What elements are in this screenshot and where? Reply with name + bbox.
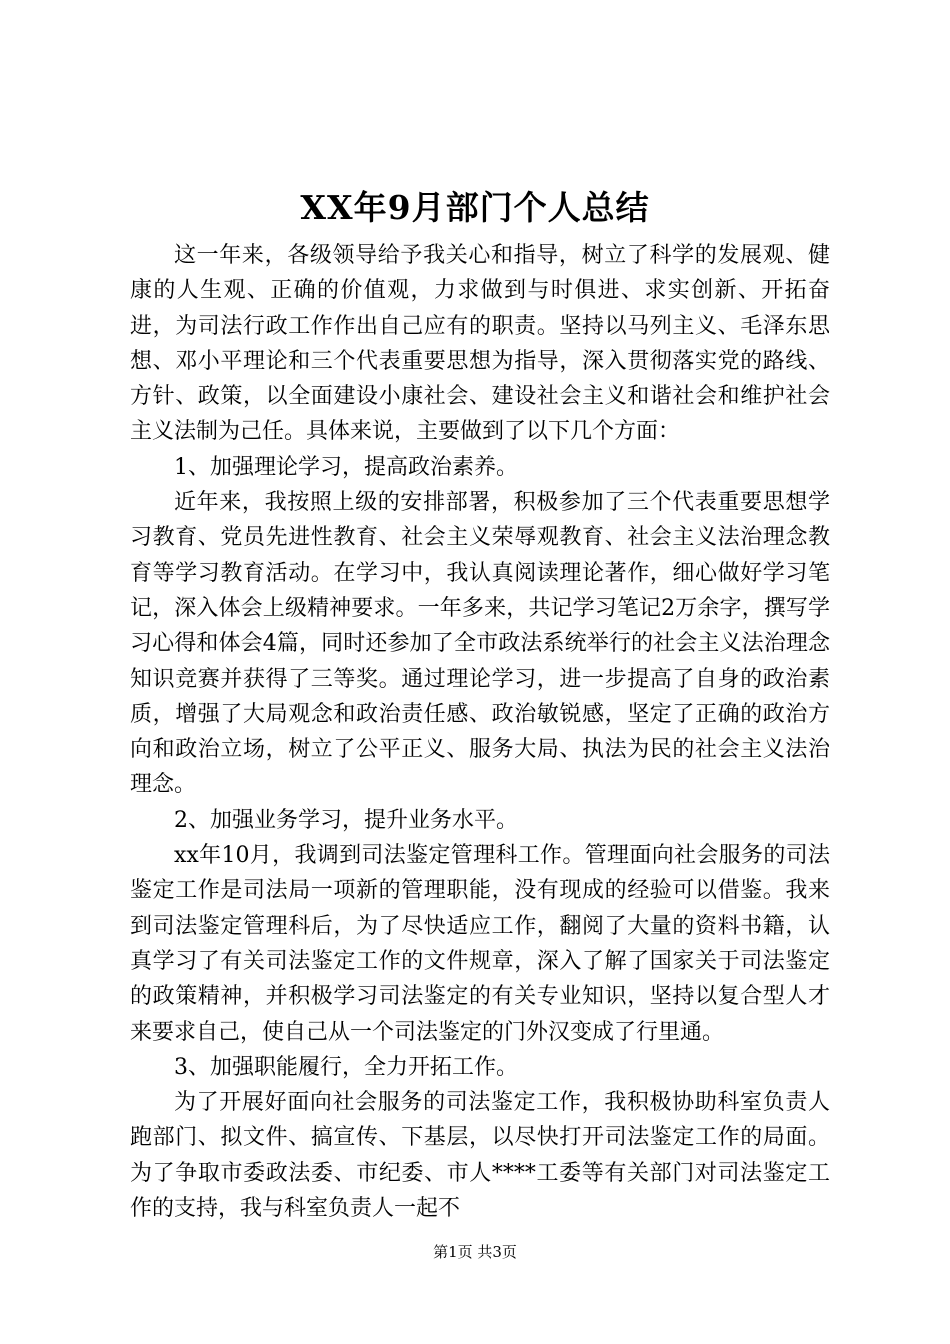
page-footer: 第1页 共3页	[433, 1243, 517, 1261]
document-title: XX年9月部门个人总结	[300, 188, 650, 227]
paragraph: 近年来，我按照上级的安排部署，积极参加了三个代表重要思想学习教育、党员先进性教育、社会主义荣辱观教育、社会主义法治理念教育等学习教育活动。在学习中，我认真阅读理论著作，细心做好学习笔记，深入体会上级精神要求。一年多来，共记学习笔记2万余字，撰写学习心得和体会4篇，同时还参加了全市政法系统举行的社会主义法治理念知识竞赛并获得了三等奖。通过理论学习，进一步提高了自身的政治素质，增强了大局观念和政治责任感、政治敏锐感，坚定了正确的政治方向和政治立场，树立了公平正义、服务大局、执法为民的社会主义法治理念。	[130, 490, 830, 798]
section-heading: 1、加强理论学习，提高政治素养。	[174, 454, 518, 480]
section-heading: 2、加强业务学习，提升业务水平。	[174, 807, 518, 833]
paragraph: 为了开展好面向社会服务的司法鉴定工作，我积极协助科室负责人跑部门、拟文件、搞宣传、下基层，以尽快打开司法鉴定工作的局面。为了争取市委政法委、市纪委、市人****工委等有关部门对司法鉴定工作的支持，我与科室负责人一起不	[130, 1090, 830, 1222]
paragraph: 这一年来，各级领导给予我关心和指导，树立了科学的发展观、健康的人生观、正确的价值观，力求做到与时俱进、求实创新、开拓奋进，为司法行政工作作出自己应有的职责。坚持以马列主义、毛泽东思想、邓小平理论和三个代表重要思想为指导，深入贯彻落实党的路线、方针、政策，以全面建设小康社会、建设社会主义和谐社会和维护社会主义法制为己任。具体来说，主要做到了以下几个方面：	[130, 243, 830, 445]
section-heading: 3、加强职能履行，全力开拓工作。	[174, 1054, 518, 1080]
document-body	[130, 238, 830, 1226]
paragraph: xx年10月，我调到司法鉴定管理科工作。管理面向社会服务的司法鉴定工作是司法局一项新的管理职能，没有现成的经验可以借鉴。我来到司法鉴定管理科后，为了尽快适应工作，翻阅了大量的资料书籍，认真学习了有关司法鉴定工作的文件规章，深入了解了国家关于司法鉴定的政策精神，并积极学习司法鉴定的有关专业知识，坚持以复合型人才来要求自己，使自己从一个司法鉴定的门外汉变成了行里通。	[130, 843, 830, 1045]
